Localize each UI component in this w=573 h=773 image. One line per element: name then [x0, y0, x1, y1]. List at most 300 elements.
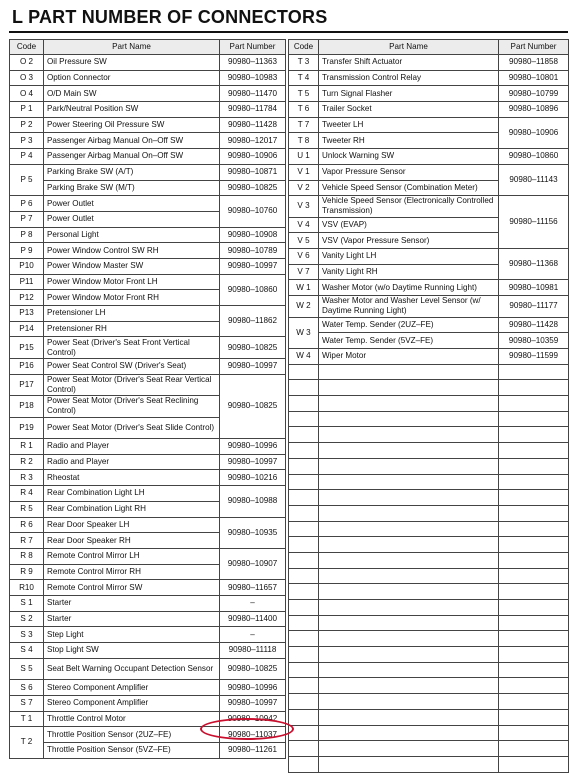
- part-number: 90980–10997: [220, 358, 286, 374]
- empty-cell: [499, 490, 569, 506]
- part-number: 90980–10908: [220, 227, 286, 243]
- empty-cell: [499, 756, 569, 772]
- part-number: 90980–10760: [220, 196, 286, 227]
- table-row: [10, 55, 286, 71]
- part-name: Power Seat (Driver's Seat Front Vertical Control): [44, 337, 220, 359]
- empty-cell: [319, 380, 499, 396]
- part-name: Power Outlet: [44, 211, 220, 227]
- empty-cell: [319, 741, 499, 757]
- part-number-header: Part Number: [220, 40, 286, 55]
- part-name: Water Temp. Sender (5VZ–FE): [319, 333, 499, 349]
- empty-cell: [319, 443, 499, 459]
- empty-row: [289, 458, 569, 474]
- table-row: [10, 358, 286, 374]
- connector-code: P11: [10, 274, 44, 290]
- empty-cell: [499, 537, 569, 553]
- table-row: [10, 164, 286, 180]
- empty-cell: [499, 741, 569, 757]
- connector-code: U 1: [289, 149, 319, 165]
- part-name: VSV (Vapor Pressure Sensor): [319, 233, 499, 249]
- part-number: 90980–10996: [220, 439, 286, 455]
- empty-cell: [289, 741, 319, 757]
- part-name: Throttle Position Sensor (2UZ–FE): [44, 727, 220, 743]
- part-number: 90980–11400: [220, 611, 286, 627]
- part-name: Trailer Socket: [319, 102, 499, 118]
- empty-cell: [319, 411, 499, 427]
- part-number: 90980–10997: [220, 695, 286, 711]
- empty-cell: [319, 396, 499, 412]
- part-name: Washer Motor and Washer Level Sensor (w/ Daytime Running Light): [319, 296, 499, 318]
- table-row: [10, 627, 286, 643]
- connector-code: R 6: [10, 517, 44, 533]
- empty-cell: [319, 537, 499, 553]
- empty-row: [289, 678, 569, 694]
- table-header-row: [10, 40, 286, 55]
- empty-cell: [289, 458, 319, 474]
- empty-row: [289, 505, 569, 521]
- empty-cell: [499, 552, 569, 568]
- part-name: Remote Control Mirror LH: [44, 548, 220, 564]
- part-name: Radio and Player: [44, 454, 220, 470]
- empty-row: [289, 364, 569, 380]
- part-number: 90980–11261: [220, 742, 286, 758]
- connector-code: P16: [10, 358, 44, 374]
- connector-code: T 1: [10, 711, 44, 727]
- empty-cell: [499, 443, 569, 459]
- empty-cell: [499, 694, 569, 710]
- part-number: 90980–11858: [499, 55, 569, 71]
- part-number: 90980–10996: [220, 680, 286, 696]
- empty-cell: [319, 552, 499, 568]
- empty-cell: [289, 364, 319, 380]
- right-connector-table: [288, 39, 569, 773]
- part-number: 90980–10983: [220, 70, 286, 86]
- empty-cell: [319, 709, 499, 725]
- part-number: 90980–10997: [220, 258, 286, 274]
- empty-cell: [499, 615, 569, 631]
- connector-code: P17: [10, 374, 44, 396]
- connector-code: R 3: [10, 470, 44, 486]
- connector-code: T 4: [289, 70, 319, 86]
- empty-cell: [499, 662, 569, 678]
- empty-cell: [319, 427, 499, 443]
- connector-code: P 7: [10, 211, 44, 227]
- part-number: 90980–10906: [220, 149, 286, 165]
- part-number: 90980–11470: [220, 86, 286, 102]
- empty-row: [289, 709, 569, 725]
- connector-code: R 2: [10, 454, 44, 470]
- table-row: [10, 439, 286, 455]
- empty-cell: [289, 521, 319, 537]
- part-name: Rear Door Speaker RH: [44, 533, 220, 549]
- part-name: Water Temp. Sender (2UZ–FE): [319, 317, 499, 333]
- connector-code: P 2: [10, 117, 44, 133]
- table-row: [10, 680, 286, 696]
- part-name: Parking Brake SW (A/T): [44, 164, 220, 180]
- connector-code: R 4: [10, 486, 44, 502]
- part-number: 90980–11368: [499, 249, 569, 280]
- part-name: Power Window Master SW: [44, 258, 220, 274]
- connector-code: S 3: [10, 627, 44, 643]
- part-name: Passenger Airbag Manual On–Off SW: [44, 133, 220, 149]
- part-number: 90980–10825: [220, 374, 286, 439]
- empty-row: [289, 380, 569, 396]
- part-name: Rear Door Speaker LH: [44, 517, 220, 533]
- part-name: Option Connector: [44, 70, 220, 86]
- connector-code: V 2: [289, 180, 319, 196]
- part-number: 90980–10799: [499, 86, 569, 102]
- table-row: [289, 70, 569, 86]
- connector-code: S 1: [10, 595, 44, 611]
- part-number: 90980–11862: [220, 306, 286, 337]
- part-number: 90980–10825: [220, 337, 286, 359]
- table-row: [10, 306, 286, 322]
- empty-cell: [289, 474, 319, 490]
- part-name: Rear Combination Light RH: [44, 501, 220, 517]
- table-row: [10, 227, 286, 243]
- empty-row: [289, 756, 569, 772]
- part-name: Power Seat Motor (Driver's Seat Rear Vertical Control): [44, 374, 220, 396]
- empty-cell: [499, 584, 569, 600]
- part-number: 90980–10997: [220, 454, 286, 470]
- empty-cell: [499, 709, 569, 725]
- table-row: [10, 86, 286, 102]
- connector-code: P14: [10, 321, 44, 337]
- part-number: 90980–11428: [220, 117, 286, 133]
- part-name: Parking Brake SW (M/T): [44, 180, 220, 196]
- empty-cell: [289, 396, 319, 412]
- table-row: [289, 55, 569, 71]
- connector-code: V 3: [289, 196, 319, 218]
- empty-cell: [499, 600, 569, 616]
- empty-cell: [499, 568, 569, 584]
- table-row: [10, 70, 286, 86]
- empty-cell: [289, 631, 319, 647]
- empty-cell: [319, 584, 499, 600]
- part-name: Power Window Control SW RH: [44, 243, 220, 259]
- empty-row: [289, 443, 569, 459]
- table-row: [10, 274, 286, 290]
- part-name: Remote Control Mirror RH: [44, 564, 220, 580]
- connector-code: T 7: [289, 117, 319, 133]
- part-number: 90980–10896: [499, 102, 569, 118]
- connector-code: W 2: [289, 296, 319, 318]
- table-row: [10, 742, 286, 758]
- connector-code: P13: [10, 306, 44, 322]
- table-row: [10, 117, 286, 133]
- connector-code: O 3: [10, 70, 44, 86]
- table-row: [10, 580, 286, 596]
- table-row: [289, 86, 569, 102]
- part-number: 90980–10860: [499, 149, 569, 165]
- part-name: Vehicle Speed Sensor (Combination Meter): [319, 180, 499, 196]
- part-name: Throttle Position Sensor (5VZ–FE): [44, 742, 220, 758]
- empty-cell: [289, 709, 319, 725]
- connector-code: P10: [10, 258, 44, 274]
- part-name: Power Steering Oil Pressure SW: [44, 117, 220, 133]
- part-number: 90980–11118: [220, 643, 286, 659]
- empty-cell: [289, 600, 319, 616]
- empty-row: [289, 600, 569, 616]
- part-name: Power Seat Motor (Driver's Seat Slide Control): [44, 417, 220, 439]
- empty-cell: [289, 552, 319, 568]
- empty-cell: [289, 537, 319, 553]
- part-number-header: Part Number: [499, 40, 569, 55]
- connector-code: R 9: [10, 564, 44, 580]
- part-number: 90980–10825: [220, 658, 286, 680]
- part-number: 90980–10988: [220, 486, 286, 517]
- table-row: [10, 149, 286, 165]
- empty-cell: [319, 662, 499, 678]
- table-header-row: [289, 40, 569, 55]
- empty-cell: [499, 427, 569, 443]
- table-row: [10, 337, 286, 359]
- empty-cell: [319, 756, 499, 772]
- empty-cell: [289, 568, 319, 584]
- empty-cell: [499, 631, 569, 647]
- part-name: Oil Pressure SW: [44, 55, 220, 71]
- empty-cell: [499, 474, 569, 490]
- table-row: [289, 317, 569, 333]
- empty-row: [289, 647, 569, 663]
- table-row: [289, 280, 569, 296]
- part-name: Pretensioner RH: [44, 321, 220, 337]
- part-name: Personal Light: [44, 227, 220, 243]
- empty-cell: [319, 694, 499, 710]
- table-row: [10, 695, 286, 711]
- connector-code: T 6: [289, 102, 319, 118]
- empty-cell: [289, 427, 319, 443]
- connector-code: R 8: [10, 548, 44, 564]
- empty-row: [289, 568, 569, 584]
- part-name: Pretensioner LH: [44, 306, 220, 322]
- connector-code: P 1: [10, 102, 44, 118]
- table-row: [10, 258, 286, 274]
- empty-cell: [319, 568, 499, 584]
- table-row: [289, 349, 569, 365]
- table-row: [289, 149, 569, 165]
- connector-code: R 1: [10, 439, 44, 455]
- part-name: Turn Signal Flasher: [319, 86, 499, 102]
- table-row: [10, 643, 286, 659]
- empty-cell: [319, 631, 499, 647]
- part-number: 90980–10906: [499, 117, 569, 148]
- part-number: –: [220, 595, 286, 611]
- empty-row: [289, 615, 569, 631]
- connector-code: W 3: [289, 317, 319, 348]
- connector-code: V 4: [289, 217, 319, 233]
- part-name: Starter: [44, 595, 220, 611]
- part-name: Vanity Light LH: [319, 249, 499, 265]
- table-row: [289, 164, 569, 180]
- part-name: Step Light: [44, 627, 220, 643]
- empty-row: [289, 552, 569, 568]
- table-row: [10, 243, 286, 259]
- connector-code: P 5: [10, 164, 44, 195]
- part-number: 90980–10942: [220, 711, 286, 727]
- part-name: Vehicle Speed Sensor (Electronically Controlled Transmission): [319, 196, 499, 218]
- empty-cell: [319, 600, 499, 616]
- connector-code: P19: [10, 417, 44, 439]
- empty-cell: [499, 647, 569, 663]
- part-number: 90980–10907: [220, 548, 286, 579]
- empty-cell: [289, 380, 319, 396]
- title-rule: [9, 31, 568, 33]
- part-name: VSV (EVAP): [319, 217, 499, 233]
- part-name: Power Outlet: [44, 196, 220, 212]
- part-number: 90980–11143: [499, 164, 569, 195]
- table-row: [10, 374, 286, 396]
- empty-cell: [289, 678, 319, 694]
- empty-cell: [289, 505, 319, 521]
- part-number: 90980–11156: [499, 196, 569, 249]
- empty-row: [289, 584, 569, 600]
- empty-row: [289, 537, 569, 553]
- part-name: Tweeter LH: [319, 117, 499, 133]
- table-row: [10, 548, 286, 564]
- connector-code: V 7: [289, 264, 319, 280]
- connector-code: S 2: [10, 611, 44, 627]
- empty-row: [289, 725, 569, 741]
- part-name: Radio and Player: [44, 439, 220, 455]
- empty-cell: [499, 725, 569, 741]
- connector-code: P18: [10, 396, 44, 418]
- table-row: [289, 102, 569, 118]
- empty-cell: [319, 615, 499, 631]
- connector-code: T 5: [289, 86, 319, 102]
- table-row: [289, 333, 569, 349]
- table-row: [10, 517, 286, 533]
- part-name: Washer Motor (w/o Daytime Running Light): [319, 280, 499, 296]
- empty-cell: [319, 521, 499, 537]
- empty-cell: [499, 521, 569, 537]
- part-name-header: Part Name: [44, 40, 220, 55]
- part-number: 90980–10981: [499, 280, 569, 296]
- empty-row: [289, 474, 569, 490]
- connector-code: O 2: [10, 55, 44, 71]
- connector-code: R 5: [10, 501, 44, 517]
- part-number: 90980–10216: [220, 470, 286, 486]
- connector-code: S 4: [10, 643, 44, 659]
- empty-cell: [319, 490, 499, 506]
- part-number: 90980–11037: [220, 727, 286, 743]
- part-name: Power Seat Control SW (Driver's Seat): [44, 358, 220, 374]
- part-name: Stereo Component Amplifier: [44, 695, 220, 711]
- part-number: 90980–10860: [220, 274, 286, 305]
- connector-code: V 5: [289, 233, 319, 249]
- connector-code: R10: [10, 580, 44, 596]
- connector-code: P 3: [10, 133, 44, 149]
- empty-cell: [289, 662, 319, 678]
- code-header: Code: [10, 40, 44, 55]
- empty-cell: [319, 458, 499, 474]
- empty-cell: [319, 505, 499, 521]
- part-name: Rheostat: [44, 470, 220, 486]
- part-name: Starter: [44, 611, 220, 627]
- table-row: [10, 658, 286, 680]
- part-name: O/D Main SW: [44, 86, 220, 102]
- empty-cell: [499, 411, 569, 427]
- part-number: 90980–10825: [220, 180, 286, 196]
- part-number: 90980–10359: [499, 333, 569, 349]
- connector-code: P 8: [10, 227, 44, 243]
- empty-row: [289, 662, 569, 678]
- part-name: Park/Neutral Position SW: [44, 102, 220, 118]
- table-row: [289, 196, 569, 218]
- empty-cell: [499, 396, 569, 412]
- connector-code: S 6: [10, 680, 44, 696]
- table-row: [10, 611, 286, 627]
- empty-row: [289, 521, 569, 537]
- empty-cell: [319, 474, 499, 490]
- table-row: [10, 454, 286, 470]
- part-name: Transmission Control Relay: [319, 70, 499, 86]
- part-name: Wiper Motor: [319, 349, 499, 365]
- empty-cell: [499, 364, 569, 380]
- table-row: [10, 470, 286, 486]
- empty-cell: [319, 364, 499, 380]
- empty-cell: [499, 458, 569, 474]
- empty-cell: [499, 678, 569, 694]
- empty-row: [289, 694, 569, 710]
- part-number: 90980–10871: [220, 164, 286, 180]
- part-number: 90980–11657: [220, 580, 286, 596]
- table-row: [289, 296, 569, 318]
- table-row: [10, 486, 286, 502]
- empty-cell: [319, 678, 499, 694]
- part-name: Power Seat Motor (Driver's Seat Reclining Control): [44, 396, 220, 418]
- part-number: –: [220, 627, 286, 643]
- connector-code: T 2: [10, 727, 44, 758]
- connector-code: V 6: [289, 249, 319, 265]
- connector-code: S 7: [10, 695, 44, 711]
- part-number: 90980–10801: [499, 70, 569, 86]
- part-number: 90980–11428: [499, 317, 569, 333]
- table-row: [10, 180, 286, 196]
- table-row: [10, 196, 286, 212]
- connector-code: P15: [10, 337, 44, 359]
- connector-code: V 1: [289, 164, 319, 180]
- connector-code: S 5: [10, 658, 44, 680]
- part-name-header: Part Name: [319, 40, 499, 55]
- part-name: Rear Combination Light LH: [44, 486, 220, 502]
- connector-code: R 7: [10, 533, 44, 549]
- connector-code: P 6: [10, 196, 44, 212]
- empty-cell: [499, 505, 569, 521]
- table-row: [10, 595, 286, 611]
- empty-cell: [289, 756, 319, 772]
- part-name: Stop Light SW: [44, 643, 220, 659]
- empty-row: [289, 427, 569, 443]
- table-row: [289, 249, 569, 265]
- empty-cell: [289, 411, 319, 427]
- part-name: Vanity Light RH: [319, 264, 499, 280]
- part-name: Power Window Motor Front RH: [44, 290, 220, 306]
- connector-code: T 8: [289, 133, 319, 149]
- empty-row: [289, 631, 569, 647]
- table-row: [10, 102, 286, 118]
- empty-cell: [319, 725, 499, 741]
- part-number: 90980–11599: [499, 349, 569, 365]
- empty-row: [289, 490, 569, 506]
- part-number: 90980–11363: [220, 55, 286, 71]
- part-name: Stereo Component Amplifier: [44, 680, 220, 696]
- empty-cell: [289, 694, 319, 710]
- connector-code: W 4: [289, 349, 319, 365]
- empty-cell: [289, 647, 319, 663]
- empty-cell: [289, 615, 319, 631]
- empty-row: [289, 411, 569, 427]
